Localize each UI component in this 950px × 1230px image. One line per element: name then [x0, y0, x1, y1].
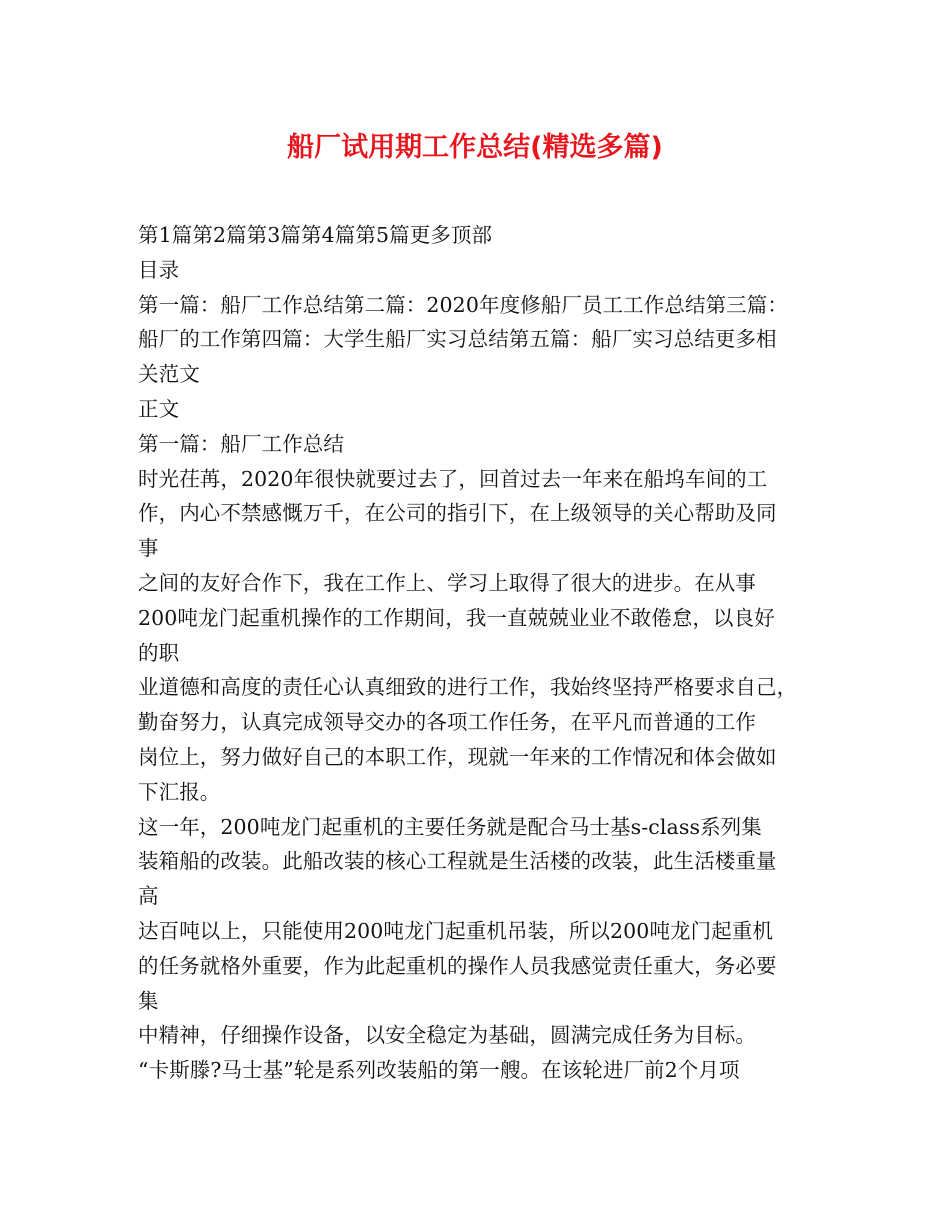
text-line: 达百吨以上，只能使用200吨龙门起重机吊装，所以200吨龙门起重机 — [138, 918, 774, 943]
text-line: 200吨龙门起重机操作的工作期间，我一直兢兢业业不敢倦怠，以良好 — [138, 605, 775, 630]
text-line: “卡斯滕?马士基”轮是系列改装船的第一艘。在该轮进厂前2个月项 — [138, 1058, 740, 1083]
text-line: 装箱船的改装。此船改装的核心工程就是生活楼的改装，此生活楼重量 — [138, 849, 777, 874]
text-line: 之间的友好合作下，我在工作上、学习上取得了很大的进步。在从事 — [138, 570, 756, 595]
document-body — [138, 218, 838, 1088]
text-line: 高 — [138, 884, 159, 909]
text-line: 集 — [138, 988, 159, 1013]
text-line: 正文 — [138, 396, 180, 421]
text-line: 的职 — [138, 640, 180, 665]
text-line: 船厂的工作第四篇：大学生船厂实习总结第五篇：船厂实习总结更多相 — [138, 327, 777, 352]
text-line: 目录 — [138, 257, 180, 282]
text-line: 的任务就格外重要，作为此起重机的操作人员我感觉责任重大，务必要 — [138, 953, 777, 978]
text-line: 第1篇第2篇第3篇第4篇第5篇更多顶部 — [138, 223, 493, 247]
text-line: 业道德和高度的责任心认真细致的进行工作，我始终坚持严格要求自己， — [138, 675, 798, 700]
text-line: 岗位上，努力做好自己的本职工作，现就一年来的工作情况和体会做如 — [138, 744, 777, 769]
text-line: 第一篇：船厂工作总结第二篇：2020年度修船厂员工工作总结第三篇： — [138, 292, 788, 317]
text-line: 中精神，仔细操作设备，以安全稳定为基础，圆满完成任务为目标。 — [138, 1023, 756, 1048]
document-title: 船厂试用期工作总结(精选多篇) — [287, 132, 663, 163]
text-line: 下汇报。 — [138, 779, 221, 804]
text-line: 第一篇：船厂工作总结 — [138, 431, 344, 456]
text-line: 作，内心不禁感慨万千，在公司的指引下，在上级领导的关心帮助及同 — [138, 501, 777, 526]
text-line: 这一年，200吨龙门起重机的主要任务就是配合马士基s-class系列集 — [138, 814, 762, 839]
text-line: 事 — [138, 536, 159, 561]
text-line: 勤奋努力，认真完成领导交办的各项工作任务，在平凡而普通的工作 — [138, 710, 756, 735]
text-line: 关范文 — [138, 362, 200, 387]
text-line: 时光茌苒，2020年很快就要过去了，回首过去一年来在船坞车间的工 — [138, 466, 768, 491]
